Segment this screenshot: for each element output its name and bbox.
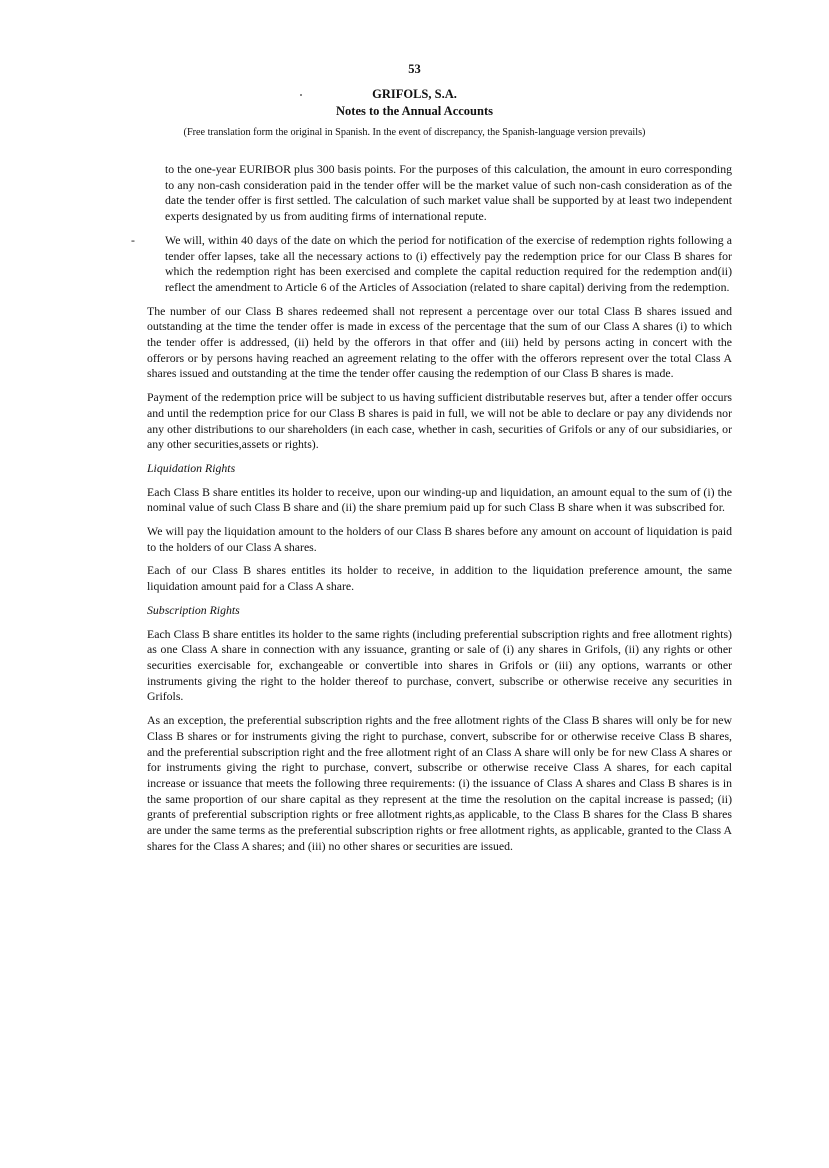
translation-note: (Free translation form the original in Spanish. In the event of discrepancy, the Spanish-language version prevails) [183,127,646,138]
document-body [131,162,732,862]
bullet-dash: - [131,232,135,247]
bullet-item [131,232,732,296]
paragraph-payment: Payment of the redemption price will be subject to us having sufficient distributable reserves but, after a tender offer occurs and until the redemption price for our Class B shares is paid in full, we will not be able to declare or pay any dividends nor any other distributions to our shareholders (in each case, whether in cash, securities of Grifols or any of our subsidiaries, or any other securities,assets or rights). [147,390,732,452]
paragraph-redeemed-shares: The number of our Class B shares redeemed shall not represent a percentage over our total Class B shares issued and outstanding at the time the tender offer is made in excess of the percentage that the sum of our Class A shares (i) to which the tender offer is addressed, (ii) held by the offerors in that offer and (iii) held by persons acting in concert with the offerors or by persons having reached an agreement relating to the offer with the offerors represent over the total Class A shares issued and outstanding at the time the tender offer causing the redemption of our Class B shares is made. [147,303,732,381]
continuation-paragraph: to the one-year EURIBOR plus 300 basis points. For the purposes of this calculation, the amount in euro corresponding to any non-cash consideration paid in the tender offer will be the market value of such non-cash consideration as of the date the tender offer is first settled. The calculation of such market value shall be supported by at least two independent experts designated by us from auditing firms of international repute. [165,162,732,224]
document-title: Notes to the Annual Accounts [336,104,493,118]
paragraph-subscription-1: Each Class B share entitles its holder to the same rights (including preferential subscription rights and free allotment rights) as one Class A share in connection with any issuance, granting or sale of (i) any shares in Grifols, (ii) any rights or other securities exercisable for, exchangeable or convertible into shares in Grifols or (iii) any options, warrants or other instruments giving the right to the holder thereof to purchase, convert, subscribe or otherwise receive any securities in Grifols. [147,626,732,704]
page-number: 53 [408,62,421,76]
heading-liquidation-rights: Liquidation Rights [147,460,236,475]
paragraph-liquidation-2: We will pay the liquidation amount to the holders of our Class B shares before any amount on account of liquidation is paid to the holders of our Class A shares. [147,524,732,554]
paragraph-subscription-2: As an exception, the preferential subscription rights and the free allotment rights of the Class B shares will only be for new Class B shares or for instruments giving the right to purchase, convert, subscribe for or otherwise receive Class B shares, and the preferential subscription right and the free allotment right of an Class A share will only be for new Class A shares or for instruments giving the right to purchase, convert, subscribe or otherwise receive Class A shares, for each capital increase or issuance that meets the following three requirements: (i) the issuance of Class A shares and Class B shares is in the same proportion of our share capital as they represent at the time the resolution on the capital increase is passed; (ii) grants of preferential subscription rights or free allotment rights,as applicable, to the Class B shares for the Class B shares are under the same terms as the preferential subscription rights or free allotment rights, as applicable, granted to the Class A shares for the Class A shares; and (iii) no other shares or securities are issued. [147,713,732,853]
paragraph-liquidation-1: Each Class B share entitles its holder to receive, upon our winding-up and liquidation, an amount equal to the sum of (i) the nominal value of such Class B share and (ii) the share premium paid up for such Class B share when it was subscribed for. [147,484,732,515]
bullet-text: We will, within 40 days of the date on which the period for notification of the exercise of redemption rights following a tender offer lapses, take all the necessary actions to (i) effectively pay the redemption price for our Class B shares for which the redemption right has been exercised and complete the capital reduction required for the redemption and(ii) reflect the amendment to Article 6 of the Articles of Association (related to share capital) deriving from the redemption. [165,232,732,294]
paragraph-liquidation-3: Each of our Class B shares entitles its holder to receive, in addition to the liquidation preference amount, the same liquidation amount paid for a Class A share. [147,563,732,594]
heading-subscription-rights: Subscription Rights [147,602,240,617]
company-name: GRIFOLS, S.A. [372,87,457,101]
